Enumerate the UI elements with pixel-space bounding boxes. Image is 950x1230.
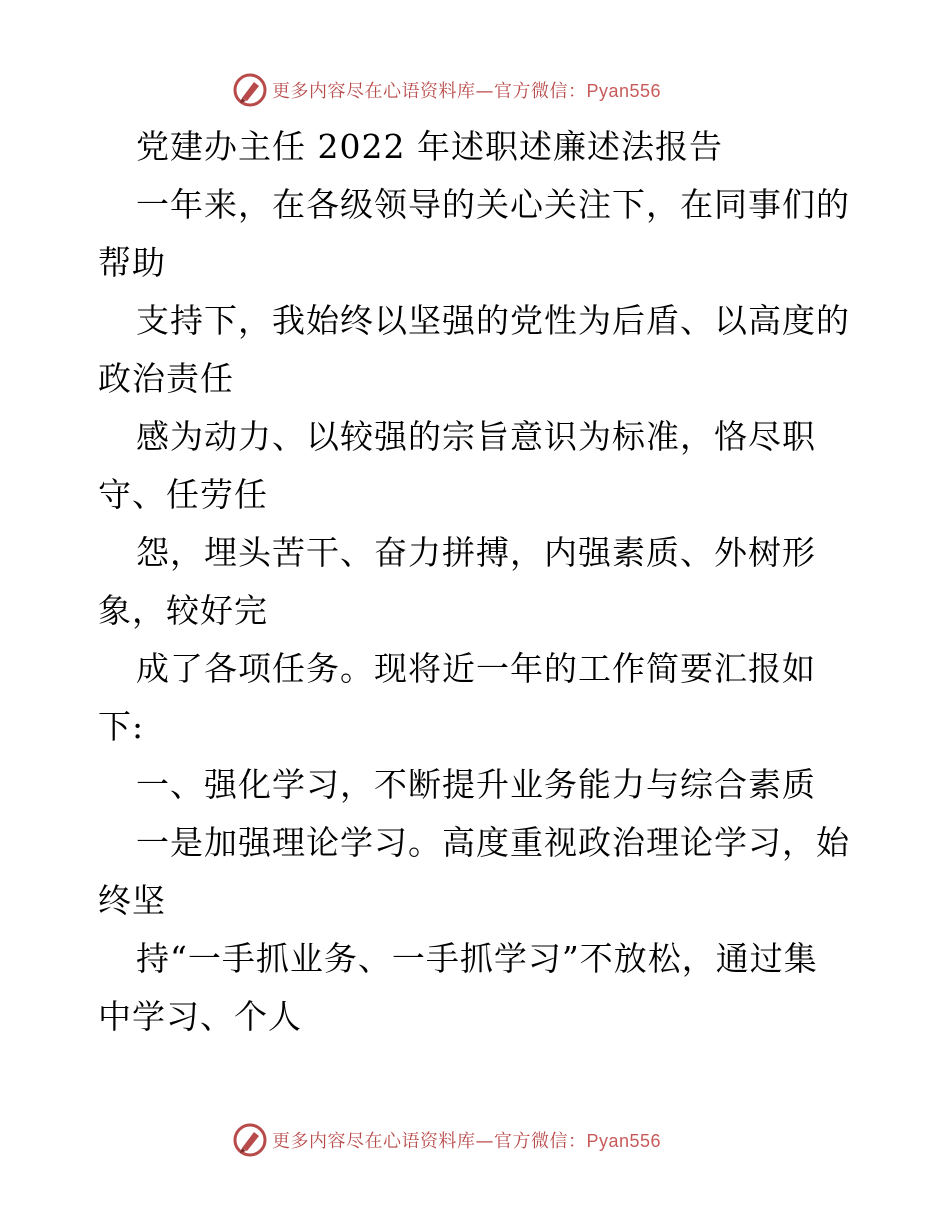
document-body	[98, 118, 878, 1046]
text-line: 终坚	[98, 881, 166, 920]
watermark-site: 更多内容尽在心语资料库—官方微信：	[272, 1131, 587, 1152]
text-line: 一、强化学习，不断提升业务能力与综合素质	[136, 765, 816, 804]
text-line: 帮助	[98, 243, 166, 282]
watermark-wechat-id: Pyan556	[586, 1131, 662, 1151]
text-line: 一是加强理论学习。高度重视政治理论学习，始	[136, 823, 850, 862]
pen-logo-icon	[232, 72, 268, 108]
watermark-footer	[232, 1122, 661, 1158]
text-line: 象，较好完	[98, 591, 268, 630]
watermark-text	[272, 77, 661, 103]
watermark-wechat-id: Pyan556	[586, 81, 662, 101]
text-line: 一年来，在各级领导的关心关注下，在同事们的	[136, 185, 850, 224]
watermark-header	[232, 72, 661, 108]
text-line: 下:	[98, 707, 145, 746]
pen-logo-icon	[232, 1122, 268, 1158]
text-line: 中学习、个人	[98, 997, 302, 1036]
text-line: 成了各项任务。现将近一年的工作简要汇报如	[136, 649, 816, 688]
text-line: 持“一手抓业务、一手抓学习”不放松，通过集	[136, 939, 818, 978]
text-line: 感为动力、以较强的宗旨意识为标准，恪尽职	[136, 417, 816, 456]
text-line: 政治责任	[98, 359, 234, 398]
document-title: 党建办主任 2022 年述职述廉述法报告	[136, 127, 723, 166]
text-line: 支持下，我始终以坚强的党性为后盾、以高度的	[136, 301, 850, 340]
watermark-site: 更多内容尽在心语资料库—官方微信：	[272, 81, 587, 102]
text-line: 怨，埋头苦干、奋力拼搏，内强素质、外树形	[136, 533, 816, 572]
watermark-text	[272, 1127, 661, 1153]
text-line: 守、任劳任	[98, 475, 268, 514]
